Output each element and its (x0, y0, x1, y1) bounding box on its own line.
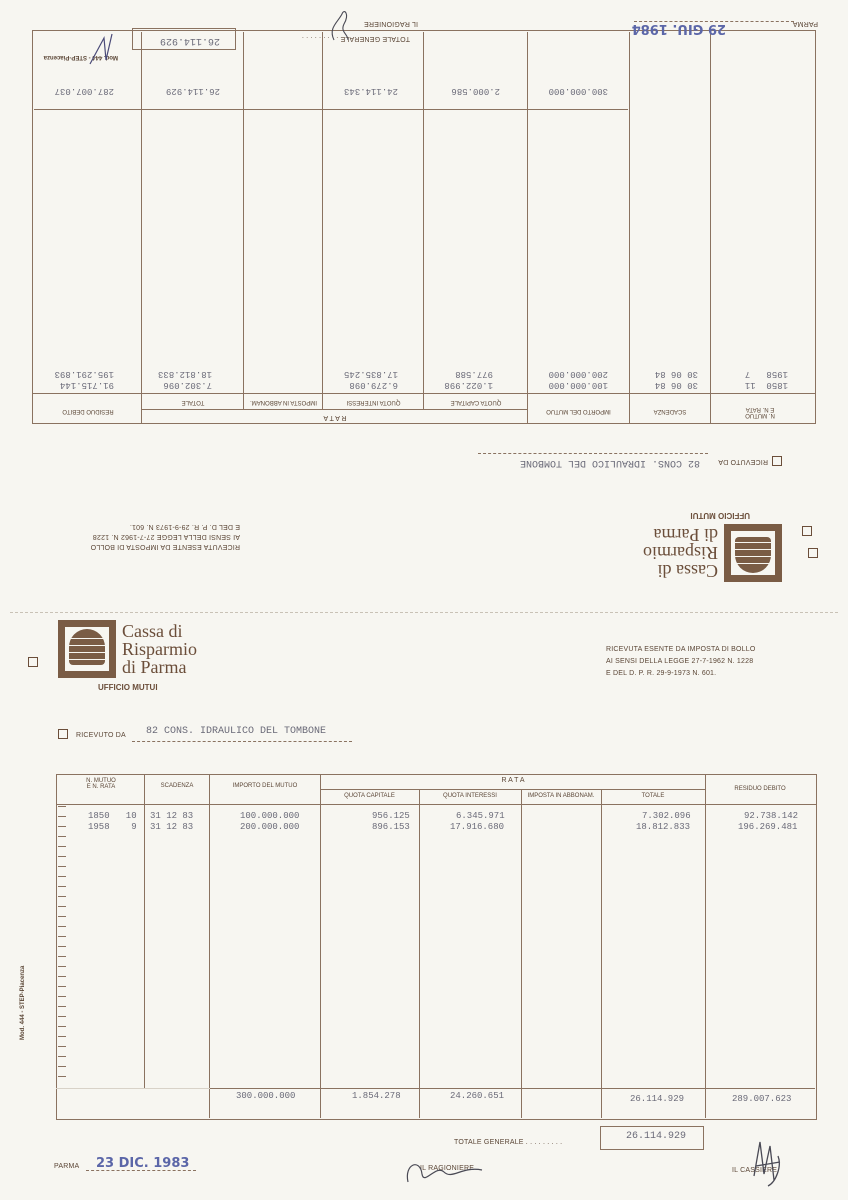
col-totale: TOTALE (641, 793, 665, 799)
row2-importo: 200.000.000 (548, 369, 608, 379)
bank-name-line2: Risparmio (122, 639, 197, 659)
row2-mutuo: 1958 7 (744, 369, 788, 379)
bank-name-line3: di Parma (122, 657, 187, 677)
received-checkbox[interactable] (58, 729, 68, 739)
top-ragioniere-signature-icon (324, 4, 354, 44)
perforation-line (10, 612, 838, 613)
row2-importo: 200.000.000 (240, 822, 300, 832)
row2-scadenza: 31 12 83 (150, 822, 194, 832)
cassiere-signature-icon (748, 1136, 788, 1190)
bank-office: UFFICIO MUTUI (690, 511, 750, 520)
row1-mutuo: 1850 10 (88, 811, 137, 821)
totale-generale-value: 26.114.929 (626, 1131, 687, 1142)
col-importo: IMPORTO DEL MUTUO (546, 408, 611, 414)
row1-residuo: 92.738.142 (744, 811, 799, 821)
bank-name-line1: Cassa di (657, 561, 718, 581)
received-value: 82 CONS. IDRAULICO DEL TOMBONE (146, 726, 327, 737)
received-checkbox[interactable] (772, 456, 782, 466)
total-totale: 26.114.929 (165, 86, 220, 96)
col-totale: TOTALE (181, 399, 205, 405)
installment-table (32, 30, 816, 424)
bank-office: UFFICIO MUTUI (98, 683, 158, 692)
exempt-line3: E DEL D. P. R. 29-9-1973 N. 601. (606, 670, 717, 677)
row1-scadenza: 30 06 84 (654, 380, 698, 390)
cassiere-label: IL CASSIERE (732, 1167, 778, 1174)
col-scadenza: SCADENZA (160, 783, 194, 789)
ragioniere-signature-icon (400, 1152, 490, 1192)
row1-capitale: 1.022.998 (444, 380, 493, 390)
total-importo: 300.000.000 (548, 86, 608, 96)
col-quota-interessi: QUOTA INTERESSI (443, 793, 497, 799)
row2-capitale: 977.588 (455, 369, 493, 379)
date-stamp: 23 DIC. 1983 (96, 1156, 190, 1171)
row1-totale: 7.302.096 (163, 380, 212, 390)
received-label: RICEVUTO DA (718, 458, 768, 465)
received-value: 82 CONS. IDRAULICO DEL TOMBONE (519, 457, 700, 468)
row2-interessi: 17.916.680 (450, 822, 505, 832)
bank-name-line2: Risparmio (643, 543, 718, 563)
total-interessi: 24.260.651 (450, 1091, 505, 1101)
col-imposta: IMPOSTA IN ABBONAM. (250, 399, 317, 405)
row1-scadenza: 31 12 83 (150, 811, 194, 821)
col-importo: IMPORTO DEL MUTUO (232, 783, 298, 789)
exempt-line2: AI SENSI DELLA LEGGE 27-7-1962 N. 1228 (92, 533, 240, 540)
col-residuo: RESIDUO DEBITO (62, 408, 114, 414)
row2-scadenza: 30 06 84 (654, 369, 698, 379)
parma-label: PARMA (54, 1163, 80, 1170)
row1-mutuo: 1850 11 (744, 380, 788, 390)
col-imposta: IMPOSTA IN ABBONAM. (527, 793, 595, 799)
row2-residuo: 195.291.893 (54, 369, 114, 379)
bank-logo-icon (724, 524, 782, 582)
exempt-line3: E DEL D. P. R. 29-9-1973 N. 601. (129, 523, 240, 530)
side-label: Mod. 444 - STEP-Piacenza (43, 54, 118, 60)
exempt-line2: AI SENSI DELLA LEGGE 27-7-1962 N. 1228 (606, 658, 754, 665)
col-quota-capitale: QUOTA CAPITALE (344, 793, 395, 799)
row1-importo: 100.000.000 (240, 811, 300, 821)
row2-interessi: 17.835.245 (343, 369, 398, 379)
exempt-line1: RICEVUTA ESENTE DA IMPOSTA DI BOLLO (606, 646, 756, 653)
total-capitale: 1.854.278 (352, 1091, 401, 1101)
top-checkbox-left[interactable] (808, 548, 818, 558)
total-interessi: 24.114.343 (343, 86, 398, 96)
totale-generale-label: TOTALE GENERALE . . . . . . . . . (454, 1139, 563, 1146)
col-scadenza: SCADENZA (653, 408, 687, 414)
received-label: RICEVUTO DA (76, 732, 126, 739)
total-importo: 300.000.000 (236, 1091, 296, 1101)
totale-generale-label: TOTALE GENERALE . . . . . . . . . (301, 35, 410, 42)
ragioniere-label: IL RAGIONIERE (420, 1165, 475, 1172)
top-margin-mark-icon (86, 30, 116, 70)
row1-importo: 100.000.000 (548, 380, 608, 390)
row2-totale: 18.812.833 (157, 369, 212, 379)
date-stamp: 29 GIU. 1984 (631, 21, 726, 36)
row2-totale: 18.812.833 (636, 822, 691, 832)
row1-capitale: 956.125 (372, 811, 410, 821)
left-checkbox[interactable] (28, 657, 38, 667)
col-rata: R A T A (323, 414, 347, 421)
exempt-line1: RICEVUTA ESENTE DA IMPOSTA DI BOLLO (90, 543, 240, 550)
col-quota-interessi: QUOTA INTERESSI (346, 399, 401, 405)
col-quota-capitale: QUOTA CAPITALE (450, 399, 502, 405)
row2-mutuo: 1958 9 (88, 822, 137, 832)
right-checkbox[interactable] (802, 526, 812, 536)
bank-name-line3: di Parma (653, 525, 718, 545)
col-residuo: RESIDUO DEBITO (734, 786, 786, 792)
side-label: Mod. 444 - STEP-Piacenza (20, 965, 26, 1040)
row1-interessi: 6.279.098 (349, 380, 398, 390)
col-rata: R A T A (501, 777, 525, 784)
bank-name-line1: Cassa di (122, 621, 183, 641)
row1-residuo: 91.715.144 (59, 380, 114, 390)
bank-logo-icon (58, 620, 116, 678)
parma-label: PARMA (792, 20, 818, 27)
total-capitale: 2.000.586 (451, 86, 500, 96)
row1-interessi: 6.345.971 (456, 811, 505, 821)
total-residuo: 287.007.037 (54, 86, 114, 96)
total-residuo: 289.007.623 (732, 1094, 792, 1104)
tick-marks (58, 806, 66, 1086)
total-totale: 26.114.929 (630, 1094, 685, 1104)
col-mutuo: N. MUTUO E N. RATA (86, 778, 116, 790)
col-mutuo: N. MUTUO E N. RATA (745, 406, 775, 418)
ragioniere-label: IL RAGIONIERE (363, 20, 418, 27)
totale-generale-value: 26.114.929 (159, 35, 220, 46)
row2-capitale: 896.153 (372, 822, 410, 832)
row1-totale: 7.302.096 (642, 811, 691, 821)
row2-residuo: 196.269.481 (738, 822, 798, 832)
